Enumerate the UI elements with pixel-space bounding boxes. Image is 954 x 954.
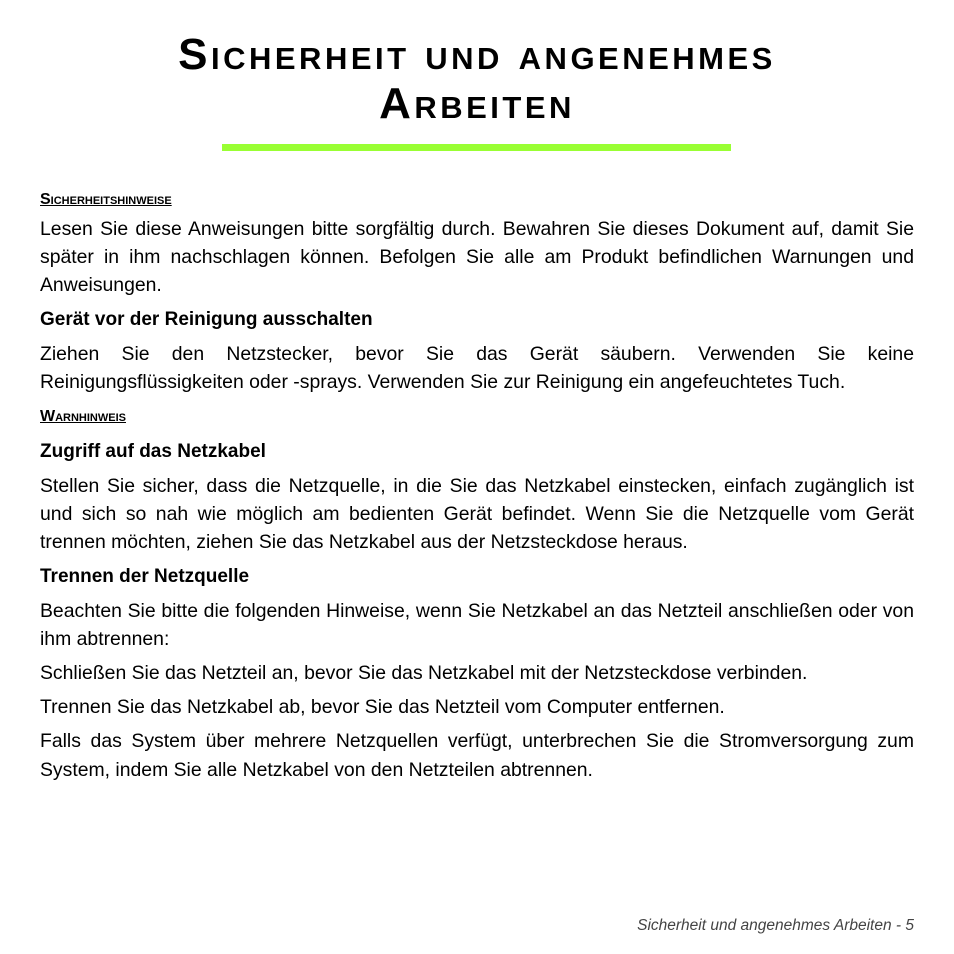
paragraph-trennen-2: Schließen Sie das Netzteil an, bevor Sie das Netzkabel mit der Netzsteckdose verbinden. <box>40 662 808 685</box>
document-body <box>40 185 914 790</box>
section-heading-warnhinweis: Warnhinweis <box>40 408 126 426</box>
page-title <box>0 30 954 128</box>
subheading-reinigung: Gerät vor der Reinigung ausschalten <box>40 308 373 330</box>
subheading-netzquelle-trennen: Trennen der Netzquelle <box>40 565 250 587</box>
subheading-netzkabel-zugriff: Zugriff auf das Netzkabel <box>40 441 266 463</box>
paragraph-trennen-3: Trennen Sie das Netzkabel ab, bevor Sie das Netzteil vom Computer entfernen. <box>40 696 725 719</box>
title-underline-rule <box>222 144 731 151</box>
paragraph-reinigung: Ziehen Sie den Netzstecker, bevor Sie das Gerät säubern. Verwenden Sie keine Reinigungsflüssigkeiten oder -sprays. Verwenden Sie zur Reinigung ein angefeuchtetes Tuch. <box>40 342 914 393</box>
paragraph-trennen-1: Beachten Sie bitte die folgenden Hinweise, wenn Sie Netzkabel an das Netzteil anschließen oder von ihm abtrennen: <box>40 599 914 650</box>
page-title-line-2: Arbeiten <box>379 79 575 128</box>
section-heading-sicherheitshinweise: Sicherheitshinweise <box>40 191 172 208</box>
paragraph-intro: Lesen Sie diese Anweisungen bitte sorgfältig durch. Bewahren Sie dieses Dokument auf, damit Sie später in ihm nachschlagen können. Befolgen Sie alle am Produkt befindlichen Warnungen und Anweisungen. <box>40 218 914 297</box>
page-footer: Sicherheit und angenehmes Arbeiten - 5 <box>637 917 914 934</box>
paragraph-trennen-4: Falls das System über mehrere Netzquellen verfügt, unterbrechen Sie die Stromversorgung zum System, indem Sie alle Netzkabel von den Netzteilen abtrennen. <box>40 730 914 781</box>
page-title-line-1: Sicherheit und angenehmes <box>178 30 776 79</box>
paragraph-netzkabel-zugriff: Stellen Sie sicher, dass die Netzquelle, in die Sie das Netzkabel einstecken, einfach zugänglich ist und sich so nah wie möglich am bedienten Gerät befindet. Wenn Sie die Netzquelle vom Gerät trennen möchten, ziehen Sie das Netzkabel aus der Netzsteckdose heraus. <box>40 475 914 554</box>
